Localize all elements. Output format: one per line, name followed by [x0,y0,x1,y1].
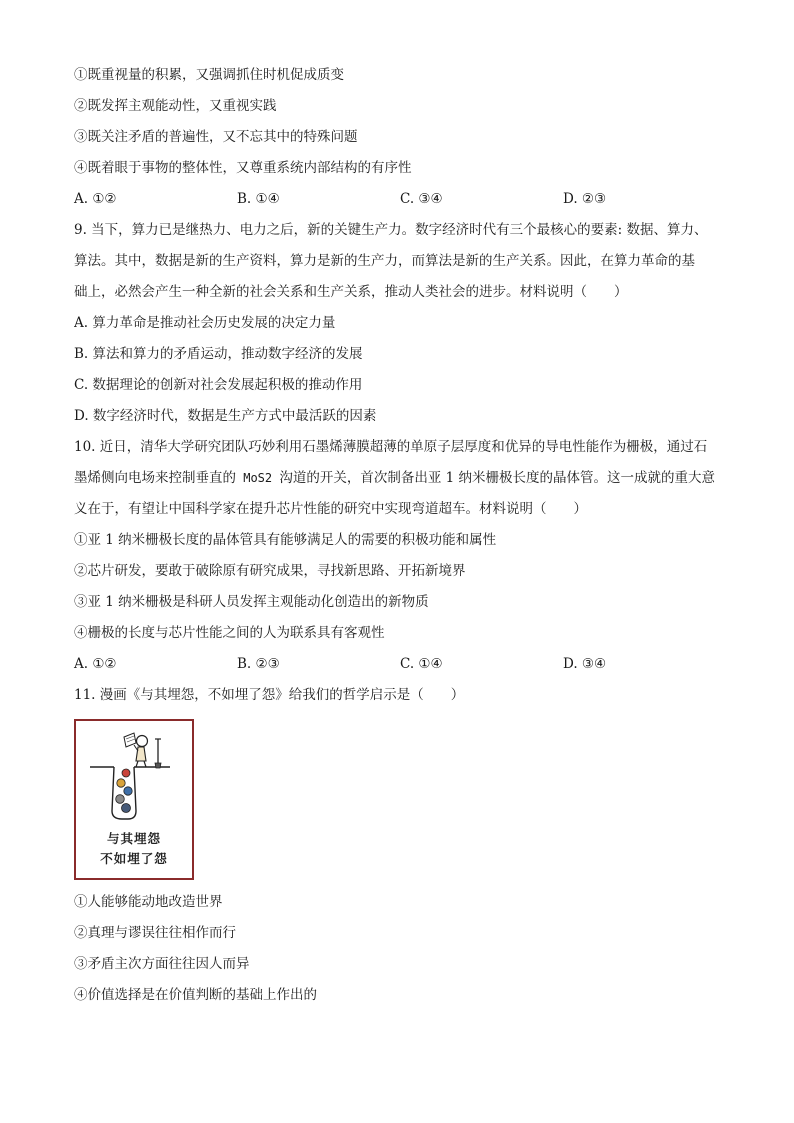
q10-option-d: D. ③④ [563,656,607,672]
q8-item-1: ①既重视量的积累，又强调抓住时机促成质变 [74,67,344,83]
q10-stem-line-2-part-b: 沟道的开关，首次制备出亚 1 纳米栅极长度的晶体管。这一成就的重大意 [279,470,716,486]
q9-stem-line-2: 算法。其中，数据是新的生产资料，算力是新的生产力，而算法是新的生产关系。因此，在算力革命的基 [74,253,695,269]
q10-item-3: ③亚 1 纳米栅极是科研人员发挥主观能动化创造出的新物质 [74,594,429,610]
q8-option-b: B. ①④ [237,191,280,207]
q9-option-c: C. 数据理论的创新对社会发展起积极的推动作用 [74,377,363,393]
q10-item-1: ①亚 1 纳米栅极长度的晶体管具有能够满足人的需要的积极功能和属性 [74,532,497,548]
cartoon-image [74,719,194,880]
cartoon-caption-line-1: 与其埋怨 [106,831,161,846]
q8-item-4: ④既着眼于事物的整体性，又尊重系统内部结构的有序性 [74,160,412,176]
q9-option-d: D. 数字经济时代，数据是生产方式中最活跃的因素 [74,408,377,424]
q8-item-2: ②既发挥主观能动性，又重视实践 [74,98,277,114]
q10-stem-line-2-part-a: 墨烯侧向电场来控制垂直的 [74,470,236,486]
q8-option-a: A. ①② [74,191,117,207]
exam-page [74,62,734,1013]
q10-stem-line-2 [74,465,734,496]
q11-item-4: ④价值选择是在价值判断的基础上作出的 [74,987,317,1003]
q10-mos2-term: MoS2 [236,471,280,485]
q9-stem-line-3: 础上，必然会产生一种全新的社会关系和生产关系，推动人类社会的进步。材料说明（ ） [74,284,628,300]
q10-options [74,651,734,682]
q9-option-b: B. 算法和算力的矛盾运动，推动数字经济的发展 [74,346,363,362]
q9-option-a: A. 算力革命是推动社会历史发展的决定力量 [74,315,336,331]
cartoon-caption-line-2: 不如埋了怨 [100,851,168,866]
q8-option-c: C. ③④ [400,191,443,207]
q10-option-a: A. ①② [74,656,117,672]
q10-stem-line-3: 义在于，有望让中国科学家在提升芯片性能的研究中实现弯道超车。材料说明（ ） [74,501,587,517]
q10-option-c: C. ①④ [400,656,443,672]
q11-item-3: ③矛盾主次方面往往因人而异 [74,956,250,972]
q8-options [74,186,734,217]
q10-stem-line-1: 10. 近日，清华大学研究团队巧妙利用石墨烯薄膜超薄的单原子层厚度和优异的导电性能作为栅极，通过石 [74,439,708,455]
q8-item-3: ③既关注矛盾的普遍性，又不忘其中的特殊问题 [74,129,358,145]
q10-item-4: ④栅极的长度与芯片性能之间的人为联系具有客观性 [74,625,385,641]
q11-item-1: ①人能够能动地改造世界 [74,894,223,910]
q10-option-b: B. ②③ [237,656,280,672]
q8-option-d: D. ②③ [563,191,607,207]
q10-item-2: ②芯片研发，要敢于破除原有研究成果，寻找新思路、开拓新境界 [74,563,466,579]
q11-item-2: ②真理与谬误往往相作而行 [74,925,236,941]
q9-stem-line-1: 9. 当下，算力已是继热力、电力之后，新的关键生产力。数字经济时代有三个最核心的要素: 数据、算力、 [74,222,708,238]
q11-stem: 11. 漫画《与其埋怨，不如埋了怨》给我们的哲学启示是（ ） [74,687,465,703]
